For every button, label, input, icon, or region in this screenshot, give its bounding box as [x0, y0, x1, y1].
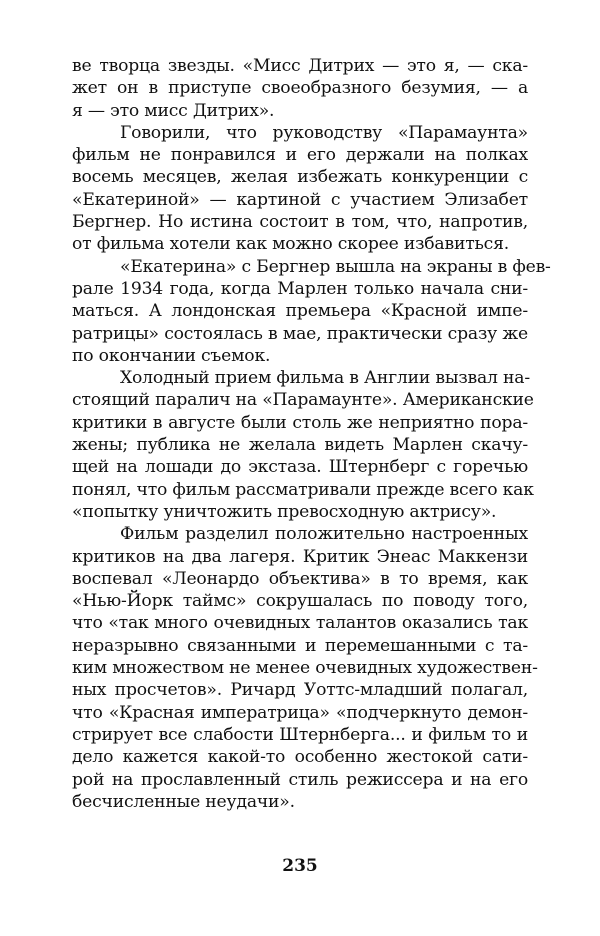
text-line: Фильм разделил положительно настроенных — [120, 524, 528, 545]
text-line: Говорили, что руководству «Парамаунта» — [120, 122, 528, 143]
text-line: я — это мисс Дитрих». — [72, 100, 275, 121]
text-line: ных просчетов». Ричард Уоттс-младший полагал, — [72, 680, 528, 701]
text-line: что «так много очевидных талантов оказались так — [72, 613, 528, 634]
text-line: критиков на два лагеря. Критик Энеас Маккензи — [72, 546, 528, 567]
text-line: Бергнер. Но истина состоит в том, что, напротив, — [72, 212, 528, 233]
text-line: критики в августе были столь же неприятно пора- — [72, 412, 528, 433]
text-line: Холодный прием фильма в Англии вызвал на- — [120, 368, 530, 389]
text-line: ратрицы» состоялась в мае, практически сразу же — [72, 323, 528, 344]
text-line: рой на прославленный стиль режиссера и на его — [72, 769, 528, 790]
text-line: неразрывно связанными и перемешанными с та- — [72, 635, 528, 656]
text-line: ве творца звезды. «Мисс Дитрих — это я, — ска- — [72, 56, 528, 76]
text-line: по окончании съемок. — [72, 345, 271, 366]
text-line: фильм не понравился и его держали на полках — [72, 145, 528, 166]
text-line: «Екатериной» — картиной с участием Элизабет — [72, 189, 528, 210]
text-line: восемь месяцев, желая избежать конкуренции с — [72, 167, 528, 188]
text-line: бесчисленные неудачи». — [72, 791, 295, 812]
text-line: от фильма хотели как можно скорее избавиться. — [72, 234, 510, 255]
text-line: рале 1934 года, когда Марлен только начала сни- — [72, 278, 528, 299]
book-page-text — [72, 55, 551, 813]
text-line: маться. А лондонская премьера «Красной импе- — [72, 301, 528, 322]
text-line: «Екатерина» с Бергнер вышла на экраны в фев- — [120, 256, 551, 277]
text-line: стрирует все слабости Штернберга... и фильм то и — [72, 724, 528, 745]
text-line: «попытку уничтожить превосходную актрису». — [72, 501, 497, 522]
text-line: ким множеством не менее очевидных художествен- — [72, 658, 538, 679]
text-line: стоящий паралич на «Парамаунте». Американские — [72, 390, 534, 411]
text-line: жены; публика не желала видеть Марлен скачу- — [72, 435, 528, 456]
text-line: дело кажется какой-то особенно жестокой сати- — [72, 747, 528, 768]
text-line: воспевал «Леонардо объектива» в то время, как — [72, 568, 528, 589]
text-line: щей на лошади до экстаза. Штернберг с горечью — [72, 457, 528, 478]
text-line: «Нью-Йорк таймс» сокрушалась по поводу того, — [72, 591, 528, 612]
text-line: жет он в приступе своеобразного безумия, — а — [72, 78, 528, 99]
page-number: 235 — [282, 856, 318, 876]
text-line: что «Красная императрица» «подчеркнуто демон- — [72, 702, 528, 723]
text-line: понял, что фильм рассматривали прежде всего как — [72, 479, 534, 500]
